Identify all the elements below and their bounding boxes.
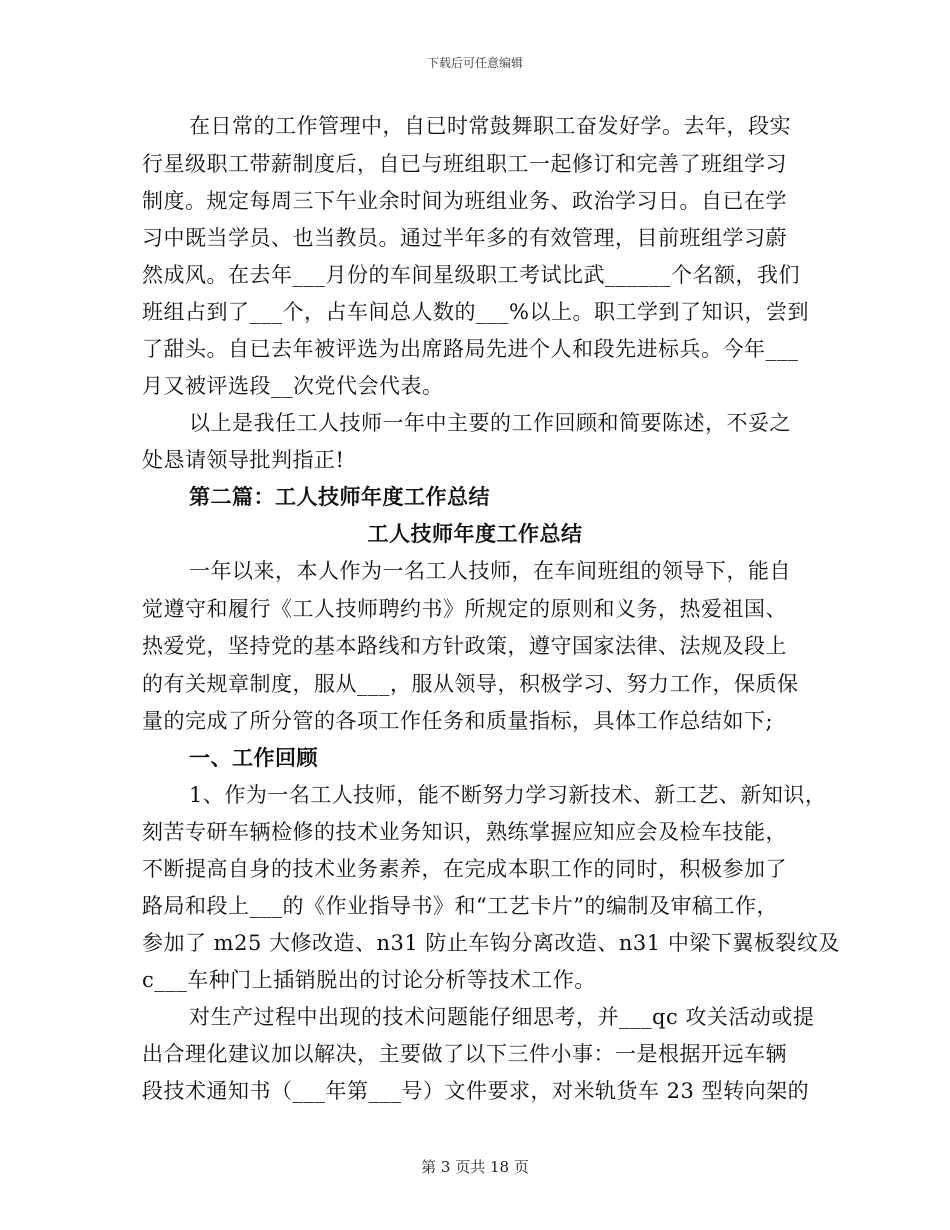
body-line: 月又被评选段__次党代会代表。 [142, 374, 444, 398]
subsection-heading: 一、工作回顾 [189, 745, 318, 770]
page-footer: 第 3 页共 18 页 [421, 1158, 529, 1176]
section-heading: 第二篇：工人技师年度工作总结 [189, 484, 490, 509]
body-line: 在日常的工作管理中，自已时常鼓舞职工奋发好学。去年，段实 [189, 114, 791, 138]
body-line: 路局和段上___的《作业指导书》和“工艺卡片”的编制及审稿工作， [142, 894, 778, 918]
body-line: 一年以来，本人作为一名工人技师，在车间班组的领导下，能自 [189, 559, 791, 583]
body-line: 出合理化建议加以解决，主要做了以下三件小事：一是根据开远车辆 [142, 1042, 787, 1066]
body-line: 了甜头。自已去年被评选为出席路局先进个人和段先进标兵。今年___ [142, 337, 799, 361]
body-line: 然成风。在去年___月份的车间星级职工考试比武______个名额，我们 [142, 263, 800, 287]
body-line: 1、作为一名工人技师，能不断努力学习新技术、新工艺、新知识， [189, 783, 827, 807]
body-line: 量的完成了所分管的各项工作任务和质量指标，具体工作总结如下; [142, 709, 774, 733]
body-line: 不断提高自身的技术业务素养，在完成本职工作的同时，积极参加了 [142, 857, 787, 881]
body-line: 班组占到了___个，占车间总人数的___%以上。职工学到了知识，尝到 [142, 300, 809, 324]
page-header: 下载后可任意编辑 [426, 56, 523, 70]
body-line: 对生产过程中出现的技术问题能仔细思考，并___qc 攻关活动或提 [189, 1005, 815, 1029]
body-line: 段技术通知书（___年第___号）文件要求，对米轨货车 23 型转向架的 [142, 1079, 810, 1103]
body-line: 制度。规定每周三下午业余时间为班组业务、政治学习日。自已在学 [142, 189, 787, 213]
body-line: 习中既当学员、也当教员。通过半年多的有效管理，目前班组学习蔚 [142, 226, 787, 250]
body-line: 刻苦专研车辆检修的技术业务知识，熟练掌握应知应会及检车技能， [142, 820, 787, 844]
body-line: 处恳请领导批判指正! [142, 448, 345, 472]
body-line: 行星级职工带薪制度后，自已与班组职工一起修订和完善了班组学习 [142, 152, 787, 176]
document-title: 工人技师年度工作总结 [367, 521, 583, 546]
body-line: 以上是我任工人技师一年中主要的工作回顾和简要陈述，不妥之 [189, 411, 791, 435]
body-line: 的有关规章制度，服从___，服从领导，积极学习、努力工作，保质保 [142, 672, 799, 696]
body-line: 觉遵守和履行《工人技师聘约书》所规定的原则和义务，热爱祖国、 [142, 597, 787, 621]
body-line: c___车种门上插销脱出的讨论分析等技术工作。 [142, 968, 596, 992]
body-line: 热爱党，坚持党的基本路线和方针政策，遵守国家法律、法规及段上 [142, 634, 787, 658]
body-line: 参加了 m25 大修改造、n31 防止车钩分离改造、n31 中梁下翼板裂纹及 [142, 931, 840, 955]
